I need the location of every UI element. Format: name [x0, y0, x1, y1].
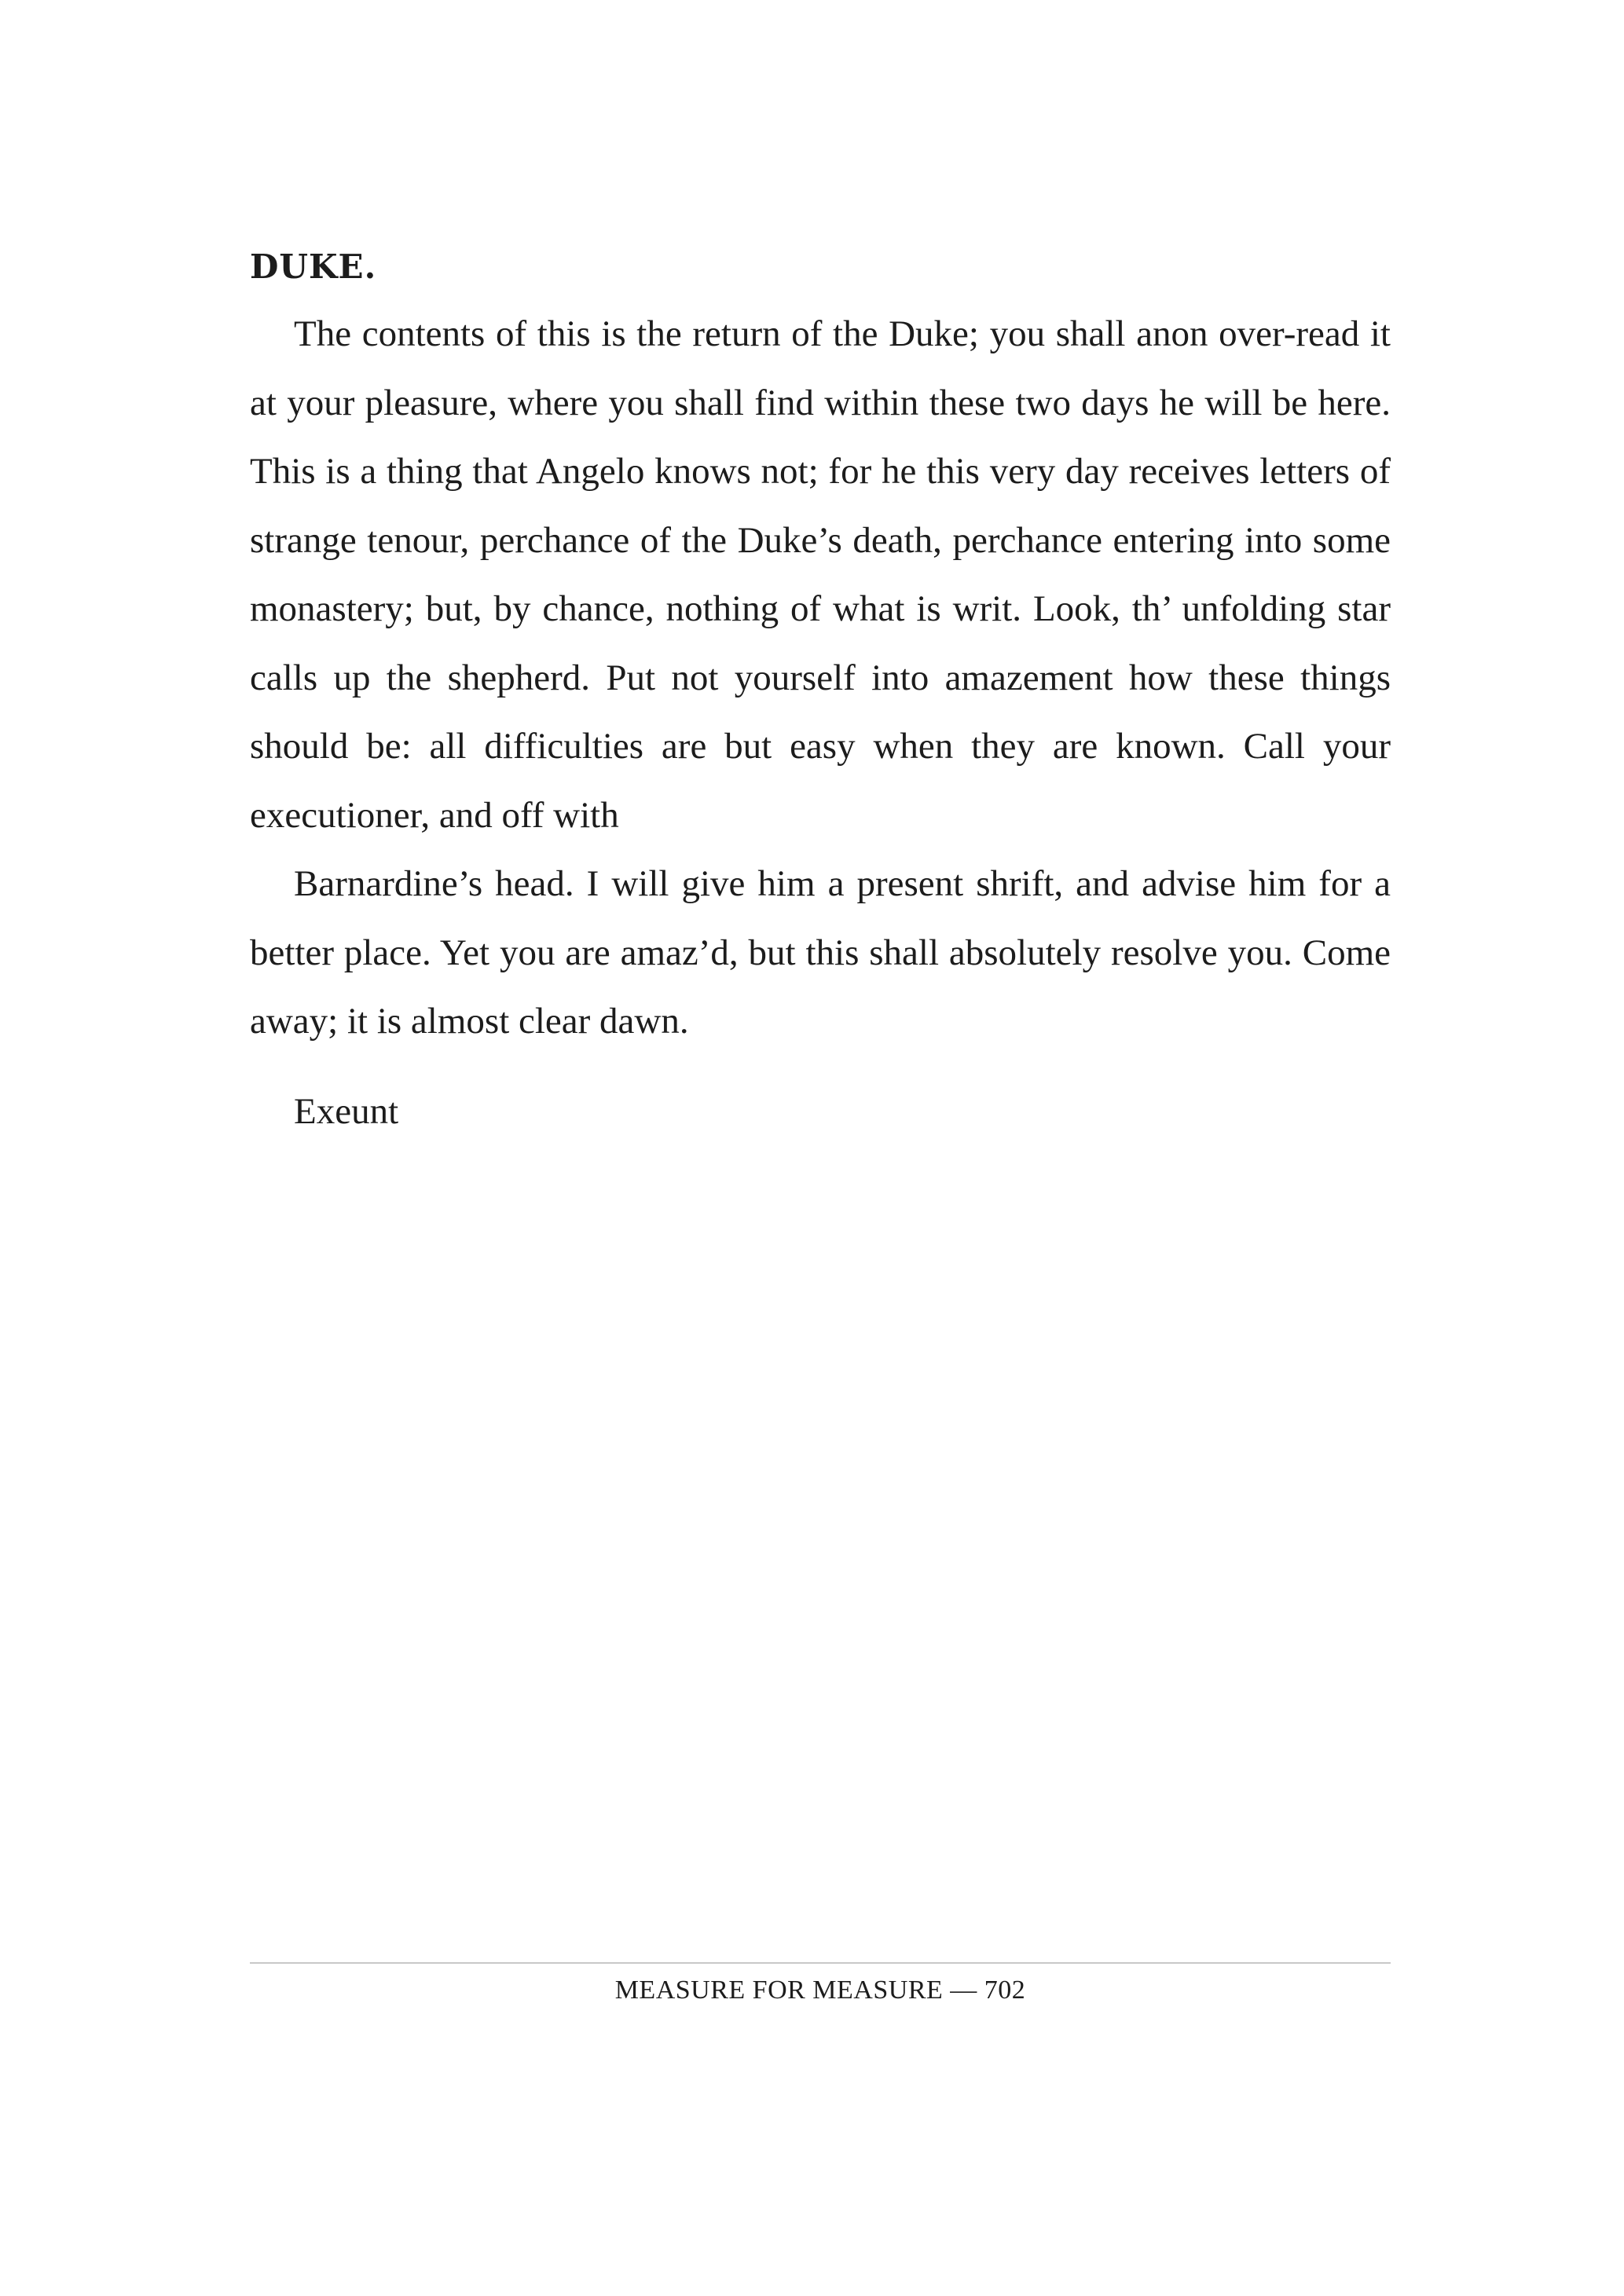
speech-paragraph-continued: Barnardine’s head. I will give him a present shrift, and advise him for a better place. Yet you are amaz’d, but this shall absolutely resolve you. Come away; it is almost clear dawn.: [250, 863, 1391, 1042]
speaker-name: DUKE.: [250, 247, 377, 286]
page-footer: MEASURE FOR MEASURE — 702: [614, 1976, 1026, 2005]
footer-divider: [250, 1962, 1391, 1964]
speech-paragraph: The contents of this is the return of the Duke; you shall anon over-read it at your pleasure, where you shall find within these two days he will be here. This is a thing that Angelo knows not; for he this very day receives letters of strange tenour, perchance of the Duke’s death, perchance entering into some monastery; but, by chance, nothing of what is writ. Look, th’ unfolding star calls up the shepherd. Put not yourself into amazement how these things should be: all difficulties are but easy when they are known. Call your executioner, and off with: [250, 313, 1391, 836]
stage-direction: Exeunt: [294, 1090, 399, 1132]
body-text: [250, 244, 1391, 1135]
